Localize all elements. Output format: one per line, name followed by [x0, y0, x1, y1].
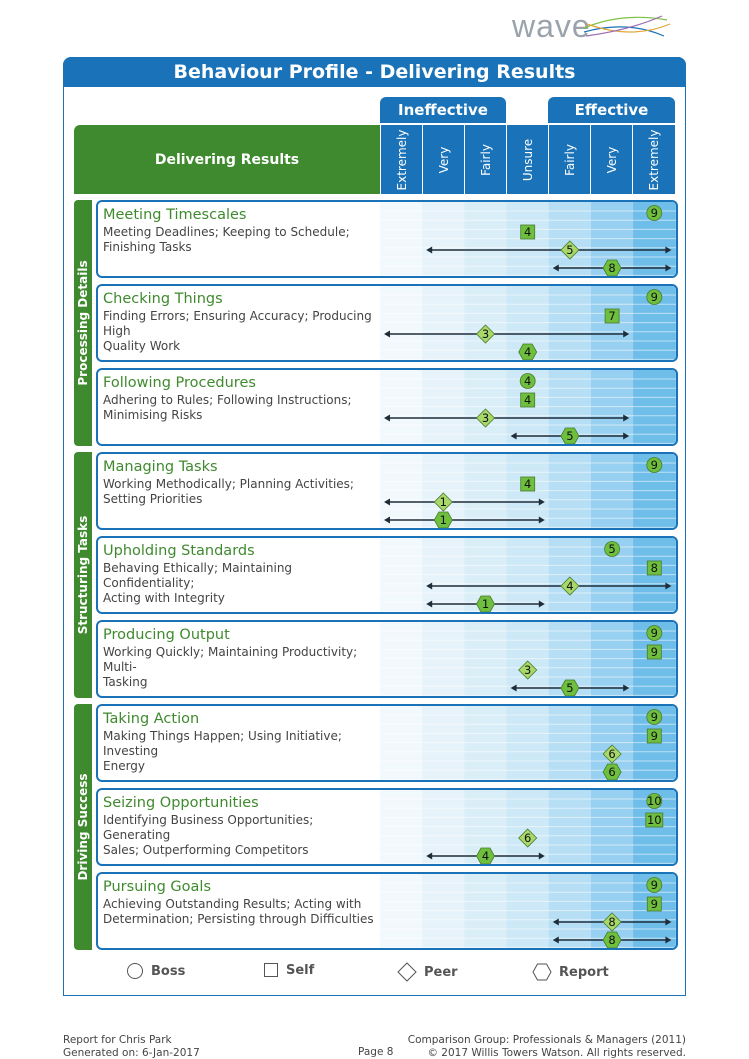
marker-score: 9	[650, 290, 658, 304]
row-title: Upholding Standards	[103, 543, 255, 559]
legend-label: Report	[559, 964, 609, 980]
row-title: Checking Things	[103, 291, 223, 307]
col-header-very-effective	[590, 125, 632, 194]
marker-score: 9	[650, 206, 658, 220]
row-description: Adhering to Rules; Following Instructions; Minimising Risks	[103, 393, 352, 422]
marker-score: 9	[650, 626, 658, 640]
marker-score: 6	[524, 831, 532, 845]
row-scale	[380, 622, 676, 696]
row-checking-things	[96, 284, 678, 362]
row-scale	[380, 202, 676, 276]
report-hexagon-icon	[532, 962, 552, 982]
footer-left	[63, 1034, 200, 1059]
row-pursuing-goals	[96, 872, 678, 950]
section-header	[74, 125, 380, 194]
footer-comparison-group: Comparison Group: Professionals & Managers (2011)	[407, 1034, 686, 1046]
row-description: Meeting Deadlines; Keeping to Schedule; Finishing Tasks	[103, 225, 350, 254]
self-square-icon	[263, 962, 279, 978]
row-upholding-standards	[96, 536, 678, 614]
logo-swoosh-icon	[512, 6, 672, 46]
marker-score: 1	[439, 495, 447, 509]
row-scale	[380, 370, 676, 444]
row-scale	[380, 790, 676, 864]
col-label: Very	[604, 146, 619, 173]
marker-score: 4	[524, 374, 532, 388]
row-title: Seizing Opportunities	[103, 795, 259, 811]
row-title: Producing Output	[103, 627, 230, 643]
legend-label: Self	[286, 962, 315, 978]
marker-score: 9	[650, 710, 658, 724]
marker-score: 4	[524, 345, 532, 359]
marker-score: 5	[608, 542, 616, 556]
row-scale	[380, 706, 676, 780]
marker-score: 4	[524, 393, 532, 407]
legend-label: Peer	[424, 964, 458, 980]
group-processing-details	[74, 200, 92, 446]
row-title: Pursuing Goals	[103, 879, 211, 895]
col-header-extremely-ineffective	[380, 125, 422, 194]
row-meeting-timescales	[96, 200, 678, 278]
row-scale	[380, 454, 676, 528]
col-label: Fairly	[478, 143, 493, 176]
group-driving-success	[74, 704, 92, 950]
row-seizing-opportunities	[96, 788, 678, 866]
marker-score: 5	[566, 429, 574, 443]
group-label: Structuring Tasks	[76, 515, 90, 635]
col-header-fairly-ineffective	[464, 125, 506, 194]
marker-score: 9	[650, 458, 658, 472]
row-description: Working Methodically; Planning Activities; Setting Priorities	[103, 477, 354, 506]
logo-text: wave	[512, 8, 591, 44]
marker-score: 5	[566, 681, 574, 695]
marker-score: 8	[608, 933, 616, 947]
col-header-very-ineffective	[422, 125, 464, 194]
col-label: Extremely	[394, 129, 409, 190]
marker-score: 8	[608, 261, 616, 275]
col-header-unsure	[506, 125, 548, 194]
legend-peer	[397, 962, 458, 982]
marker-score: 9	[650, 878, 658, 892]
row-title: Managing Tasks	[103, 459, 218, 475]
row-managing-tasks	[96, 452, 678, 530]
group-label: Processing Details	[76, 260, 90, 386]
legend-boss	[126, 962, 185, 980]
marker-score: 9	[650, 645, 658, 659]
row-description: Working Quickly; Maintaining Productivity; Multi- Tasking	[103, 645, 358, 689]
ineffective-header: Ineffective	[380, 97, 506, 123]
row-title: Following Procedures	[103, 375, 256, 391]
col-label: Fairly	[562, 143, 577, 176]
marker-score: 9	[650, 729, 658, 743]
boss-circle-icon	[126, 962, 144, 980]
peer-diamond-icon	[397, 962, 417, 982]
col-label: Very	[436, 146, 451, 173]
footer-generated-on: Generated on: 6-Jan-2017	[63, 1046, 200, 1059]
row-description: Identifying Business Opportunities; Generating Sales; Outperforming Competitors	[103, 813, 314, 857]
row-description: Achieving Outstanding Results; Acting with Determination; Persisting through Difficulties	[103, 897, 374, 926]
marker-score: 10	[646, 813, 662, 827]
row-following-procedures	[96, 368, 678, 446]
col-label: Unsure	[520, 138, 535, 181]
legend-report	[532, 962, 609, 982]
marker-score: 7	[608, 309, 616, 323]
row-title: Taking Action	[103, 711, 200, 727]
marker-score: 4	[566, 579, 574, 593]
row-taking-action	[96, 704, 678, 782]
marker-score: 4	[524, 477, 532, 491]
row-description: Finding Errors; Ensuring Accuracy; Producing High Quality Work	[103, 309, 372, 353]
group-label: Driving Success	[76, 773, 90, 881]
row-scale	[380, 874, 676, 948]
marker-score: 10	[646, 794, 662, 808]
page-title: Behaviour Profile - Delivering Results	[63, 57, 686, 87]
marker-score: 5	[566, 243, 574, 257]
legend-label: Boss	[151, 963, 186, 979]
wave-logo	[512, 6, 672, 46]
marker-score: 3	[481, 327, 490, 341]
row-producing-output	[96, 620, 678, 698]
marker-score: 6	[608, 747, 616, 761]
marker-score: 8	[608, 915, 616, 929]
col-header-fairly-effective	[548, 125, 590, 194]
marker-score: 6	[608, 765, 616, 779]
marker-score: 1	[439, 513, 447, 527]
marker-score: 8	[650, 561, 658, 575]
marker-score: 4	[481, 849, 490, 863]
row-scale	[380, 538, 676, 612]
col-header-extremely-effective	[632, 125, 675, 194]
marker-score: 1	[481, 597, 490, 611]
footer-right	[408, 1034, 686, 1059]
footer-report-for: Report for Chris Park	[63, 1034, 172, 1046]
marker-score: 4	[524, 225, 532, 239]
footer-page-number: Page 8	[358, 1046, 394, 1058]
group-structuring-tasks	[74, 452, 92, 698]
row-title: Meeting Timescales	[103, 207, 247, 223]
legend-self	[263, 962, 314, 978]
row-scale	[380, 286, 676, 360]
row-description: Making Things Happen; Using Initiative; Investing Energy	[103, 729, 342, 773]
col-label: Extremely	[647, 129, 661, 190]
effective-header: Effective	[548, 97, 675, 123]
marker-score: 3	[524, 663, 532, 677]
marker-score: 9	[650, 897, 658, 911]
row-description: Behaving Ethically; Maintaining Confidentiality; Acting with Integrity	[103, 561, 293, 605]
marker-score: 3	[481, 411, 490, 425]
footer-copyright: © 2017 Willis Towers Watson. All rights reserved.	[427, 1046, 686, 1059]
section-header-label: Delivering Results	[154, 151, 300, 168]
